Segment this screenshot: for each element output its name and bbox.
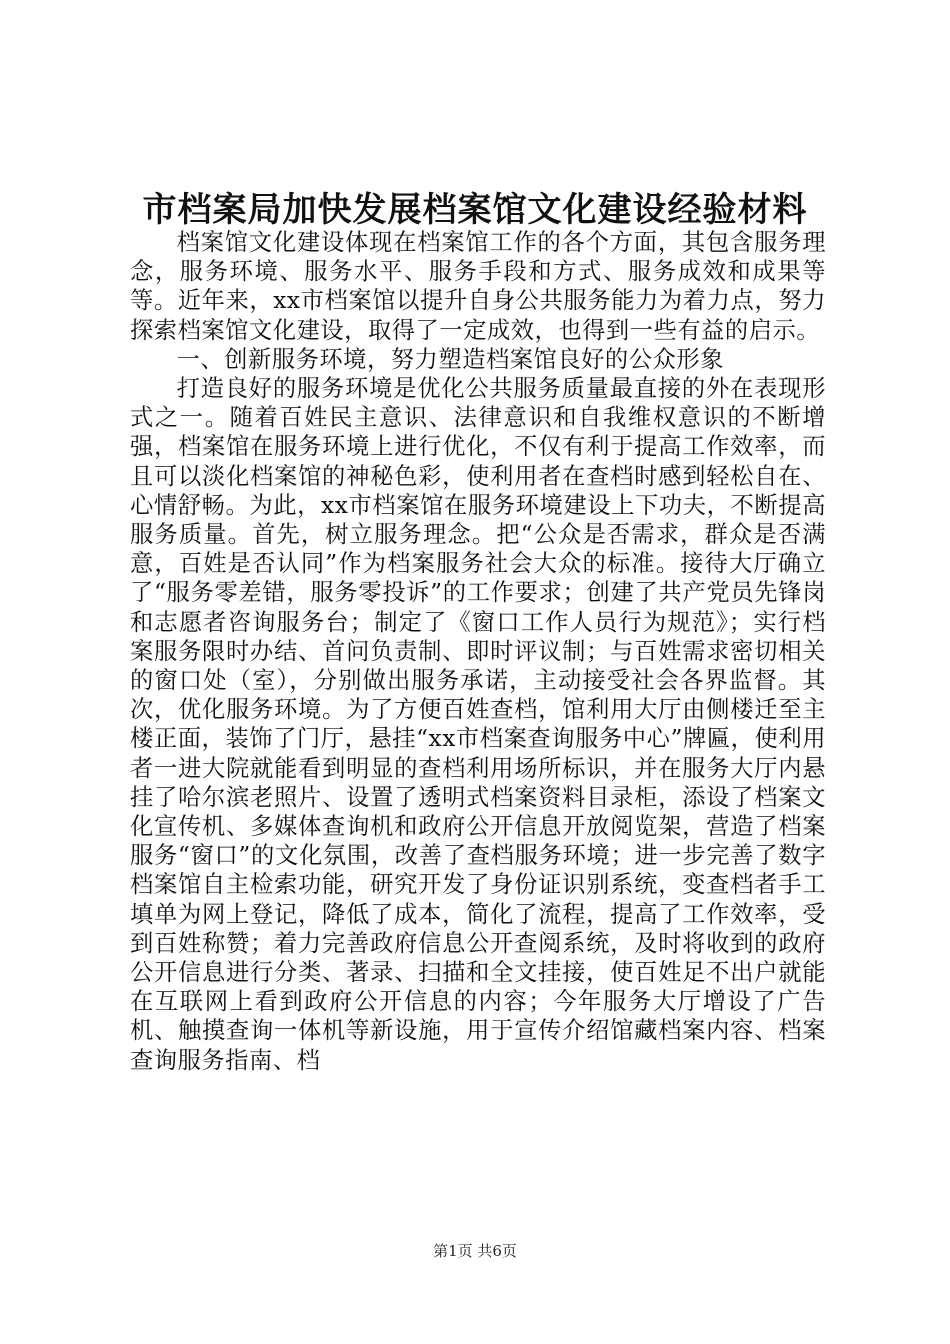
document-title: 市档案局加快发展档案馆文化建设经验材料 [142,190,808,230]
intro-paragraph: 档案馆文化建设体现在档案馆工作的各个方面，其包含服务理念，服务环境、服务水平、服务手段和方式、服务成效和成果等等。近年来，xx市档案馆以提升自身公共服务能力为着力点，努力探索档案馆文化建设，取得了一定成效，也得到一些有益的启示。 [130,229,826,344]
body-paragraph: 打造良好的服务环境是优化公共服务质量最直接的外在表现形式之一。随着百姓民主意识、法律意识和自我维权意识的不断增强，档案馆在服务环境上进行优化，不仅有利于提高工作效率，而且可以淡化档案馆的神秘色彩，使利用者在查档时感到轻松自在、心情舒畅。为此，xx市档案馆在服务环境建设上下功夫，不断提高服务质量。首先，树立服务理念。把“公众是否需求，群众是否满意，百姓是否认同”作为档案服务社会大众的标准。接待大厅确立了“服务零差错，服务零投诉”的工作要求；创建了共产党员先锋岗和志愿者咨询服务台；制定了《窗口工作人员行为规范》；实行档案服务限时办结、首问负责制、即时评议制；与百姓需求密切相关的窗口处（室），分别做出服务承诺，主动接受社会各界监督。其次，优化服务环境。为了方便百姓查档，馆利用大厅由侧楼迁至主楼正面，装饰了门厅，悬挂“xx市档案查询服务中心”牌匾，使利用者一进大院就能看到明显的查档利用场所标识，并在服务大厅内悬挂了哈尔滨老照片、设置了透明式档案资料目录柜，添设了档案文化宣传机、多媒体查询机和政府公开信息开放阅览架，营造了档案服务“窗口”的文化氛围，改善了查档服务环境；进一步完善了数字档案馆自主检索功能，研究开发了身份证识别系统，变查档者手工填单为网上登记，降低了成本，简化了流程，提高了工作效率，受到百姓称赞；着力完善政府信息公开查阅系统，及时将收到的政府公开信息进行分类、著录、扫描和全文挂接，使百姓足不出户就能在互联网上看到政府公开信息的内容；今年服务大厅增设了广告机、触摸查询一体机等新设施，用于宣传介绍馆藏档案内容、档案查询服务指南、档 [130,375,826,1074]
document-body [130,228,826,1075]
page-footer: 第1页 共6页 [433,1242,517,1260]
section-heading: 一、创新服务环境，努力塑造档案馆良好的公众形象 [176,345,724,373]
